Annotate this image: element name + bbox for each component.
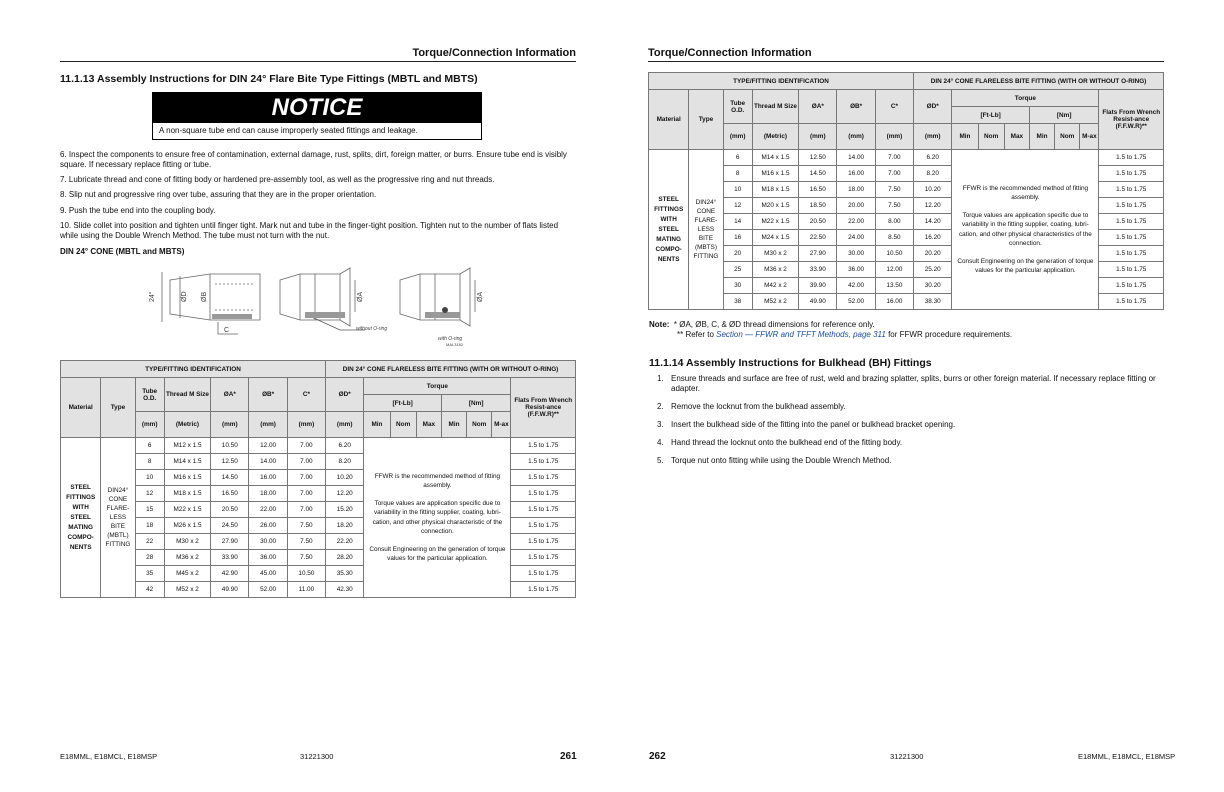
table-cell: 7.00 <box>287 502 325 518</box>
list-item: 1. Ensure threads and surface are free of rust, weld and brazing splatter, splits, burrs or other foreign material. If necessary replace fitting or adapter. <box>657 374 1156 393</box>
table-cell: M16 x 1.5 <box>752 166 798 182</box>
footer-doc: 31221300 <box>890 752 924 761</box>
table-cell: 30.00 <box>249 534 287 550</box>
unit: Min <box>1029 124 1054 150</box>
table-cell: 35 <box>135 566 164 582</box>
table-cell: 1.5 to 1.75 <box>511 454 576 470</box>
notice-box <box>152 92 482 140</box>
unit: Min <box>952 124 978 150</box>
table-cell: M52 x 2 <box>164 582 210 598</box>
group-left-header: TYPE/FITTING IDENTIFICATION <box>649 73 914 90</box>
table-cell: 7.00 <box>287 454 325 470</box>
table-cell: M30 x 2 <box>752 246 798 262</box>
table-cell: 12.00 <box>875 262 913 278</box>
fitting-table-mbts <box>648 72 1164 310</box>
table-cell: 8.50 <box>875 230 913 246</box>
col-b: ØB* <box>249 378 287 412</box>
header-rule <box>60 61 576 62</box>
table-cell: 52.00 <box>837 294 875 310</box>
table-cell: M22 x 1.5 <box>752 214 798 230</box>
group-right-header: DIN 24° CONE FLARELESS BITE FITTING (WITH OR WITHOUT O-RING) <box>326 361 576 378</box>
table-cell: 39.90 <box>799 278 837 294</box>
footer-models: E18MML, E18MCL, E18MSP <box>60 752 158 761</box>
table-cell: 1.5 to 1.75 <box>511 486 576 502</box>
table-cell: 18 <box>135 518 164 534</box>
unit: (mm) <box>875 124 913 150</box>
step-8: 8. Slip nut and progressive ring over tube, assuring that they are in the proper orientation. <box>60 190 377 199</box>
unit: (mm) <box>914 124 952 150</box>
group-right-header: DIN 24° CONE FLARELESS BITE FITTING (WITH OR WITHOUT O-RING) <box>914 73 1164 90</box>
table-cell: 1.5 to 1.75 <box>1099 278 1164 294</box>
table-cell: 28 <box>135 550 164 566</box>
caption-with-oring: with O-ring <box>438 336 463 342</box>
fitting-diagram <box>140 262 500 352</box>
bulkhead-steps <box>649 374 1169 474</box>
section-link[interactable]: Section — FFWR and TFFT Methods, page 311 <box>716 330 886 339</box>
table-cell: 1.5 to 1.75 <box>1099 262 1164 278</box>
col-thread: Thread M Size <box>752 90 798 124</box>
table-cell: 8.20 <box>326 454 364 470</box>
table-cell: 11.00 <box>287 582 325 598</box>
table-cell: 1.5 to 1.75 <box>511 438 576 454</box>
table-cell: 14.00 <box>249 454 287 470</box>
list-item: 5. Torque nut onto fitting while using the Double Wrench Method. <box>657 456 892 465</box>
table-cell: 10 <box>135 470 164 486</box>
unit: Nom <box>1055 124 1080 150</box>
list-item: 4. Hand thread the locknut onto the bulkhead end of the fitting body. <box>657 438 903 447</box>
table-cell: 22.20 <box>326 534 364 550</box>
unit: M-ax <box>1080 124 1099 150</box>
col-d: ØD* <box>326 378 364 412</box>
subheading: DIN 24° CONE (MBTL and MBTS) <box>60 247 185 256</box>
table-cell: 1.5 to 1.75 <box>1099 198 1164 214</box>
table-cell: 1.5 to 1.75 <box>1099 230 1164 246</box>
col-c: C* <box>875 90 913 124</box>
table-cell: 20.50 <box>799 214 837 230</box>
d-label: ØD <box>181 291 188 302</box>
table-cell: 16 <box>723 230 752 246</box>
table-cell: 22.00 <box>249 502 287 518</box>
table-cell: 25 <box>723 262 752 278</box>
table-cell: 1.5 to 1.75 <box>1099 246 1164 262</box>
table-cell: M18 x 1.5 <box>164 486 210 502</box>
table-cell: 35.30 <box>326 566 364 582</box>
figure-id: MAL3182 <box>446 342 464 347</box>
table-cell: 8 <box>723 166 752 182</box>
unit: Nom <box>978 124 1004 150</box>
table-cell: 16.20 <box>914 230 952 246</box>
unit: (mm) <box>135 412 164 438</box>
torque-note <box>952 150 1099 310</box>
table-cell: 1.5 to 1.75 <box>1099 294 1164 310</box>
table-cell: 18.50 <box>799 198 837 214</box>
table-cell: 12.50 <box>799 150 837 166</box>
col-ftlb: [Ft-Lb] <box>364 395 442 412</box>
table-cell: 10.50 <box>875 246 913 262</box>
table-cell: 18.20 <box>326 518 364 534</box>
table-cell: 18.00 <box>249 486 287 502</box>
notice-text: A non-square tube end can cause improperly seated fittings and leakage. <box>159 126 418 135</box>
torque-note-line: Consult Engineering on the generation of torque values for the particular application. <box>369 545 506 562</box>
table-cell: 6 <box>723 150 752 166</box>
col-a: ØA* <box>799 90 837 124</box>
table-cell: 52.00 <box>249 582 287 598</box>
note-line-1: * ØA, ØB, C, & ØD thread dimensions for reference only. <box>673 320 875 329</box>
table-cell: 6.20 <box>326 438 364 454</box>
table-cell: 13.50 <box>875 278 913 294</box>
table-cell: 45.00 <box>249 566 287 582</box>
table-cell: 16.50 <box>211 486 249 502</box>
table-cell: STEEL FITTINGS WITH STEEL MATING COMPO-NENTS <box>649 150 689 310</box>
page-number: 262 <box>649 751 666 762</box>
table-cell: M14 x 1.5 <box>164 454 210 470</box>
note-line-2-post: for FFWR procedure requirements. <box>885 330 1013 339</box>
col-b: ØB* <box>837 90 875 124</box>
table-cell: M26 x 1.5 <box>164 518 210 534</box>
table-cell: 20 <box>723 246 752 262</box>
col-nm: [Nm] <box>441 395 511 412</box>
table-cell: M14 x 1.5 <box>752 150 798 166</box>
table-cell: 25.20 <box>914 262 952 278</box>
table-cell: 42.30 <box>326 582 364 598</box>
table-cell: 6.20 <box>914 150 952 166</box>
col-material: Material <box>649 90 689 150</box>
table-cell: 27.90 <box>799 246 837 262</box>
table-cell: 33.90 <box>799 262 837 278</box>
unit: (mm) <box>723 124 752 150</box>
unit: (mm) <box>287 412 325 438</box>
table-cell: 22 <box>135 534 164 550</box>
table-note <box>649 320 1012 340</box>
unit: Min <box>364 412 390 438</box>
table-cell: 1.5 to 1.75 <box>1099 182 1164 198</box>
torque-note <box>364 438 511 598</box>
table-cell: 26.00 <box>249 518 287 534</box>
table-cell: 36.00 <box>249 550 287 566</box>
unit: (mm) <box>799 124 837 150</box>
table-cell: 14 <box>723 214 752 230</box>
torque-note-line: FFWR is the recommended method of fitting assembly. <box>374 472 501 489</box>
section-title: 11.1.13 Assembly Instructions for DIN 24° Flare Bite Type Fittings (MBTL and MBTS) <box>60 73 478 85</box>
table-cell: 42 <box>135 582 164 598</box>
table-cell: M22 x 1.5 <box>164 502 210 518</box>
col-type: Type <box>101 378 135 438</box>
note-line-2-pre: ** Refer to <box>677 330 717 339</box>
table-cell: 16.00 <box>837 166 875 182</box>
table-cell: 12 <box>723 198 752 214</box>
footer-models: E18MML, E18MCL, E18MSP <box>1078 752 1176 761</box>
table-cell: M45 x 2 <box>164 566 210 582</box>
unit: Min <box>441 412 466 438</box>
table-cell: 1.5 to 1.75 <box>1099 214 1164 230</box>
step-7: 7. Lubricate thread and cone of fitting body or hardened pre-assembly tool, as well as the progressive ring and nut threads. <box>60 175 495 184</box>
table-cell: 42.90 <box>211 566 249 582</box>
table-cell: 15.20 <box>326 502 364 518</box>
table-cell: M30 x 2 <box>164 534 210 550</box>
table-cell: 8 <box>135 454 164 470</box>
table-cell: 1.5 to 1.75 <box>511 470 576 486</box>
table-cell: 38.30 <box>914 294 952 310</box>
col-tube-od: Tube O.D. <box>135 378 164 412</box>
unit: (mm) <box>837 124 875 150</box>
col-a: ØA* <box>211 378 249 412</box>
table-cell: 49.90 <box>799 294 837 310</box>
table-cell: 1.5 to 1.75 <box>511 566 576 582</box>
table-cell: 10.20 <box>326 470 364 486</box>
table-cell: 24.00 <box>837 230 875 246</box>
col-flats: Flats From Wrench Resist-ance (F.F.W.R)** <box>511 378 576 438</box>
col-nm: [Nm] <box>1029 107 1099 124</box>
col-tube-od: Tube O.D. <box>723 90 752 124</box>
step-6: 6. Inspect the components to ensure free of contamination, external damage, rust, splits, dirt, foreign matter, or burrs. Ensure tube end is visibly square. If necessary replace fitting or tube. <box>60 150 567 169</box>
table-cell: 10 <box>723 182 752 198</box>
table-cell: 36.00 <box>837 262 875 278</box>
table-cell: 10.20 <box>914 182 952 198</box>
col-material: Material <box>61 378 101 438</box>
table-cell: M24 x 1.5 <box>752 230 798 246</box>
table-cell: 7.00 <box>287 486 325 502</box>
table-cell: 8.20 <box>914 166 952 182</box>
torque-note-line: FFWR is the recommended method of fitting assembly. <box>962 184 1089 201</box>
table-cell: M36 x 2 <box>164 550 210 566</box>
table-cell: 15 <box>135 502 164 518</box>
table-cell: STEEL FITTINGS WITH STEEL MATING COMPO-NENTS <box>61 438 101 598</box>
group-left-header: TYPE/FITTING IDENTIFICATION <box>61 361 326 378</box>
table-cell: 1.5 to 1.75 <box>1099 166 1164 182</box>
table-cell: 8.00 <box>875 214 913 230</box>
unit: Nom <box>390 412 416 438</box>
unit: (Metric) <box>752 124 798 150</box>
table-cell: 20.00 <box>837 198 875 214</box>
table-cell: 30 <box>723 278 752 294</box>
table-cell: 7.50 <box>875 182 913 198</box>
table-cell: 7.00 <box>287 470 325 486</box>
note-label: Note: <box>649 320 670 329</box>
table-cell: 16.00 <box>875 294 913 310</box>
unit: Max <box>416 412 441 438</box>
table-cell: 14.20 <box>914 214 952 230</box>
table-cell: 22.00 <box>837 214 875 230</box>
table-cell: DIN24° CONE FLARE-LESS BITE (MBTS) FITTING <box>689 150 723 310</box>
table-cell: 33.90 <box>211 550 249 566</box>
unit: (mm) <box>249 412 287 438</box>
col-type: Type <box>689 90 723 150</box>
table-cell: 22.50 <box>799 230 837 246</box>
col-torque: Torque <box>952 90 1099 107</box>
table-cell: M52 x 2 <box>752 294 798 310</box>
table-cell: 1.5 to 1.75 <box>511 534 576 550</box>
torque-note-line: Torque values are application specific due to variability in the fitting supplier, coating, lubri-cation, and other physical characteristic of the connection. <box>372 499 503 535</box>
table-cell: 16.00 <box>249 470 287 486</box>
table-cell: 12.20 <box>326 486 364 502</box>
table-cell: 20.20 <box>914 246 952 262</box>
table-cell: 18.00 <box>837 182 875 198</box>
table-cell: 28.20 <box>326 550 364 566</box>
table-cell: 12.20 <box>914 198 952 214</box>
right-page <box>612 0 1224 792</box>
table-cell: 12 <box>135 486 164 502</box>
table-cell: 42.00 <box>837 278 875 294</box>
table-cell: 6 <box>135 438 164 454</box>
col-c: C* <box>287 378 325 412</box>
list-item: 3. Insert the bulkhead side of the fitting into the panel or bulkhead bracket opening. <box>657 420 956 429</box>
table-cell: 30.00 <box>837 246 875 262</box>
table-cell: 7.50 <box>287 518 325 534</box>
step-10: 10. Slide collet into position and tighten until finger tight. Mark nut and tube in the finger-tight position. Tighten nut to the number of flats listed while using the Double Wrench Method. The tube must not turn with the nut. <box>60 221 559 240</box>
fitting-table-mbtl <box>60 360 576 598</box>
running-header: Torque/Connection Information <box>412 47 576 59</box>
running-header: Torque/Connection Information <box>648 47 812 59</box>
table-cell: 27.90 <box>211 534 249 550</box>
col-d: ØD* <box>914 90 952 124</box>
table-cell: 7.00 <box>287 438 325 454</box>
unit: (mm) <box>211 412 249 438</box>
table-cell: 1.5 to 1.75 <box>511 502 576 518</box>
c-label: C <box>224 327 230 334</box>
angle-label: 24° <box>149 291 156 302</box>
header-rule <box>648 61 1164 62</box>
table-cell: M12 x 1.5 <box>164 438 210 454</box>
table-cell: 12.50 <box>211 454 249 470</box>
table-row <box>649 150 1164 166</box>
b-label: ØB <box>201 291 208 302</box>
table-cell: 14.50 <box>799 166 837 182</box>
table-body <box>649 150 1164 310</box>
table-row <box>61 438 576 454</box>
unit: Nom <box>467 412 492 438</box>
notice-label: NOTICE <box>153 93 481 123</box>
table-cell: 12.00 <box>249 438 287 454</box>
col-ftlb: [Ft-Lb] <box>952 107 1030 124</box>
footer-doc: 31221300 <box>300 752 334 761</box>
caption-without-oring: without O-ring <box>356 326 388 332</box>
table-cell: M16 x 1.5 <box>164 470 210 486</box>
table-cell: 7.50 <box>287 534 325 550</box>
page-number: 261 <box>560 751 577 762</box>
list-item: 2. Remove the locknut from the bulkhead assembly. <box>657 402 846 411</box>
table-cell: 7.50 <box>875 198 913 214</box>
table-cell: M42 x 2 <box>752 278 798 294</box>
table-cell: M18 x 1.5 <box>752 182 798 198</box>
table-cell: 24.50 <box>211 518 249 534</box>
table-cell: 49.90 <box>211 582 249 598</box>
table-cell: 10.50 <box>211 438 249 454</box>
table-cell: 30.20 <box>914 278 952 294</box>
step-9: 9. Push the tube end into the coupling body. <box>60 206 216 215</box>
table-cell: 38 <box>723 294 752 310</box>
table-cell: 10.50 <box>287 566 325 582</box>
table-cell: 7.00 <box>875 150 913 166</box>
col-torque: Torque <box>364 378 511 395</box>
table-cell: 20.50 <box>211 502 249 518</box>
unit: M-ax <box>492 412 511 438</box>
table-cell: 1.5 to 1.75 <box>511 582 576 598</box>
a-label-1: ØA <box>357 291 364 302</box>
col-flats: Flats From Wrench Resist-ance (F.F.W.R)** <box>1099 90 1164 150</box>
table-cell: 7.00 <box>875 166 913 182</box>
table-cell: M20 x 1.5 <box>752 198 798 214</box>
table-cell: 1.5 to 1.75 <box>1099 150 1164 166</box>
table-cell: M36 x 2 <box>752 262 798 278</box>
table-cell: 1.5 to 1.75 <box>511 550 576 566</box>
col-thread: Thread M Size <box>164 378 210 412</box>
unit: (Metric) <box>164 412 210 438</box>
a-label-2: ØA <box>477 291 484 302</box>
unit: (mm) <box>326 412 364 438</box>
torque-note-line: Consult Engineering on the generation of torque values for the particular application. <box>957 257 1094 274</box>
table-cell: 14.50 <box>211 470 249 486</box>
table-cell: 1.5 to 1.75 <box>511 518 576 534</box>
table-body <box>61 438 576 598</box>
table-cell: 16.50 <box>799 182 837 198</box>
table-cell: DIN24° CONE FLARE-LESS BITE (MBTL) FITTING <box>101 438 135 598</box>
unit: Max <box>1004 124 1029 150</box>
section-title: 11.1.14 Assembly Instructions for Bulkhead (BH) Fittings <box>649 357 932 369</box>
torque-note-line: Torque values are application specific due to variability in the fitting supplier, coating, lubri-cation, and other physical characteristics of the connection. <box>958 211 1092 247</box>
table-cell: 7.50 <box>287 550 325 566</box>
table-cell: 14.00 <box>837 150 875 166</box>
